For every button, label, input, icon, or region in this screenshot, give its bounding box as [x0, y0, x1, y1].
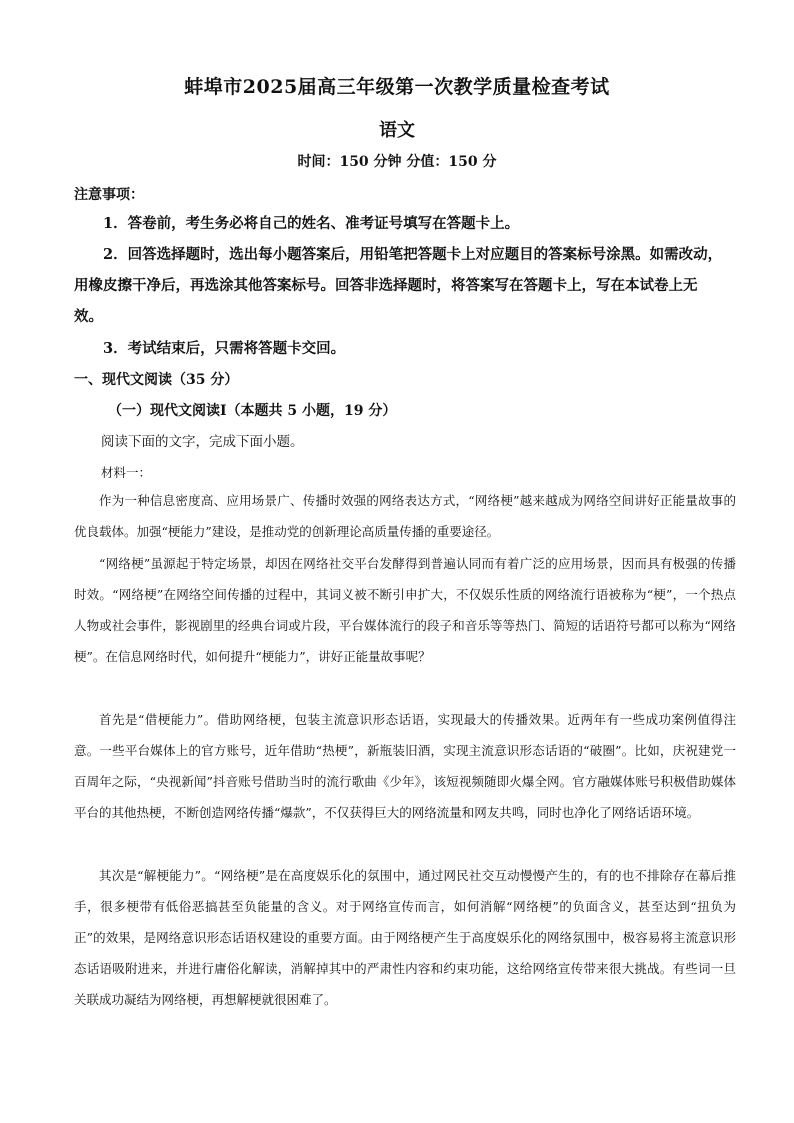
section-heading: 一、现代文阅读（35 分）	[74, 372, 239, 388]
material-paragraph-3: 首先是“借梗能力”。借助网络梗，包装主流意识形态话语，实现最大的传播效果。近两年有一些成功案例值得注意。一些平台媒体上的官方账号，近年借助“热梗”，新瓶装旧酒，实现主流意识形态话语的“破圈”。比如，庆祝建党一百周年之际，“央视新闻”抖音账号借助当时的流行歌曲《少年》，该短视频随即火爆全网。官方融媒体账号积极借助媒体平台的其他热梗，不断创造网络传播“爆款”，不仅获得巨大的网络流量和网友共鸣，同时也净化了网络话语环境。	[74, 712, 736, 820]
material-label: 材料一：	[101, 465, 152, 480]
material-paragraph-1: 作为一种信息密度高、应用场景广、传播时效强的网络表达方式，“网络梗”越来越成为网络空间讲好正能量故事的优良载体。加强“梗能力”建设，是推动党的创新理论高质量传播的重要途径。	[74, 493, 736, 539]
notice-item-1: 1．答卷前，考生务必将自己的姓名、准考证号填写在答题卡上。	[103, 215, 520, 232]
time-and-score: 时间：150 分钟 分值：150 分	[297, 154, 497, 170]
material-paragraph-4: 其次是“解梗能力”。“网络梗”是在高度娱乐化的氛围中，通过网民社交互动慢慢产生的，有的也不排除存在幕后推手，很多梗带有低俗恶搞甚至负能量的含义。对于网络宣传而言，如何消解“网络梗”的负面含义，甚至达到“扭负为正”的效果，是网络意识形态话语权建设的重要方面。由于网络梗产生于高度娱乐化的网络氛围中，极容易将主流意识形态话语吸附进来，并进行庸俗化解读，消解掉其中的严肃性内容和约束功能，这给网络宣传带来很大挑战。有些词一旦关联成功凝结为网络梗，再想解梗就很困难了。	[74, 868, 736, 1007]
subsection-heading: （一）现代文阅读Ⅰ（本题共 5 小题，19 分）	[108, 403, 397, 419]
notice-heading: 注意事项：	[74, 187, 144, 203]
notice-item-2: 2．回答选择题时，选出每小题答案后，用铅笔把答题卡上对应题目的答案标号涂黑。如需改动，用橡皮擦干净后，再选涂其他答案标号。回答非选择题时，将答案写在答题卡上，写在本试卷上无效。	[74, 246, 723, 325]
exam-title: 蚌埠市2025届高三年级第一次教学质量检查考试	[184, 76, 610, 98]
reading-instruction: 阅读下面的文字，完成下面小题。	[101, 434, 304, 450]
material-paragraph-2: “网络梗”虽源起于特定场景，却因在网络社交平台发酵得到普遍认同而有着广泛的应用场景，因而具有极强的传播时效。“网络梗”在网络空间传播的过程中，其词义被不断引申扩大，不仅娱乐性质的网络流行语被称为“梗”，一个热点人物或社会事件，影视剧里的经典台词或片段，平台媒体流行的段子和音乐等等热门、简短的话语符号都可以称为“网络梗”。在信息网络时代，如何提升“梗能力”，讲好正能量故事呢？	[74, 556, 736, 664]
subject-title: 语文	[379, 120, 415, 141]
notice-item-3: 3．考试结束后，只需将答题卡交回。	[103, 340, 346, 357]
